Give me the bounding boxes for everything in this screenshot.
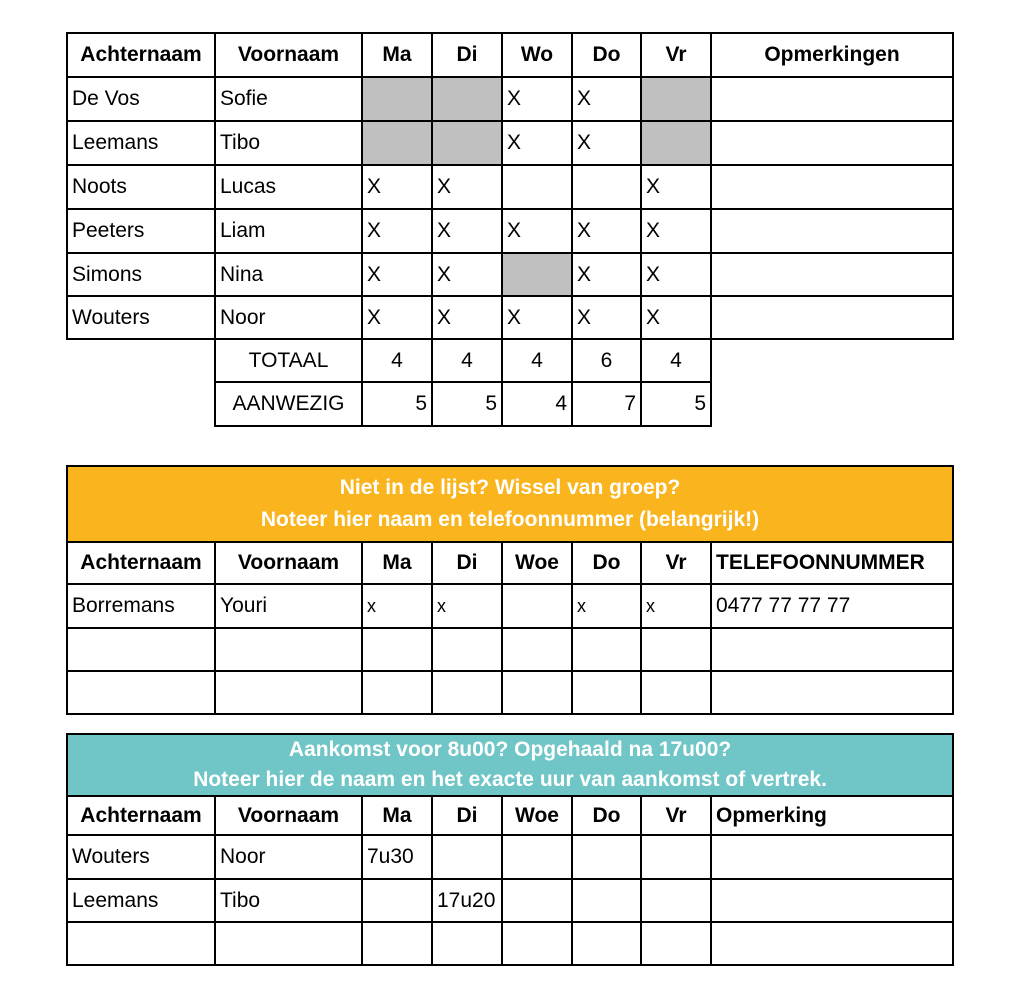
- cell-achternaam[interactable]: Leemans: [67, 879, 215, 922]
- header-woe: Woe: [502, 542, 572, 584]
- blank-cell: [711, 382, 953, 426]
- cell-ma[interactable]: [362, 77, 432, 121]
- cell-ma[interactable]: X: [362, 296, 432, 339]
- cell-di[interactable]: X: [432, 165, 502, 209]
- header-voornaam: Voornaam: [215, 33, 362, 77]
- header-di: Di: [432, 796, 502, 835]
- table-row: [67, 879, 953, 922]
- cell-telefoonnummer[interactable]: [711, 671, 953, 714]
- header-ma: Ma: [362, 33, 432, 77]
- cell-voornaam[interactable]: Liam: [215, 209, 362, 253]
- cell-do[interactable]: [572, 165, 641, 209]
- aanwezig-do: 7: [572, 382, 641, 426]
- cell-voornaam[interactable]: Noor: [215, 296, 362, 339]
- header-achternaam: Achternaam: [67, 33, 215, 77]
- cell-voornaam[interactable]: Noor: [215, 835, 362, 879]
- cell-achternaam[interactable]: Borremans: [67, 584, 215, 628]
- table-row: [67, 253, 953, 296]
- attendance-table: [66, 32, 954, 427]
- cell-vr[interactable]: [641, 835, 711, 879]
- cell-achternaam[interactable]: [67, 922, 215, 965]
- header-telefoonnummer: TELEFOONNUMMER: [711, 542, 953, 584]
- totaal-row: [67, 339, 953, 382]
- header-vr: Vr: [641, 542, 711, 584]
- cell-opmerking[interactable]: [711, 922, 953, 965]
- times-header-row: [67, 796, 953, 835]
- cell-vr[interactable]: [641, 671, 711, 714]
- cell-achternaam[interactable]: Wouters: [67, 296, 215, 339]
- cell-opmerkingen[interactable]: [711, 209, 953, 253]
- cell-ma[interactable]: [362, 922, 432, 965]
- times-banner-line2: Noteer hier de naam en het exacte uur van aankomst of vertrek.: [193, 768, 827, 791]
- cell-vr[interactable]: X: [641, 209, 711, 253]
- table-row: [67, 209, 953, 253]
- table-row: [67, 584, 953, 628]
- header-achternaam: Achternaam: [67, 542, 215, 584]
- cell-ma[interactable]: [362, 121, 432, 165]
- aanwezig-wo: 4: [502, 382, 572, 426]
- cell-di[interactable]: x: [432, 584, 502, 628]
- table-row: [67, 77, 953, 121]
- totaal-do: 6: [572, 339, 641, 382]
- cell-wo[interactable]: X: [502, 296, 572, 339]
- cell-do[interactable]: [572, 879, 641, 922]
- header-wo: Wo: [502, 33, 572, 77]
- cell-opmerkingen[interactable]: [711, 77, 953, 121]
- cell-wo[interactable]: X: [502, 209, 572, 253]
- header-ma: Ma: [362, 542, 432, 584]
- cell-do[interactable]: [572, 835, 641, 879]
- header-vr: Vr: [641, 796, 711, 835]
- cell-opmerkingen[interactable]: [711, 296, 953, 339]
- cell-voornaam[interactable]: Youri: [215, 584, 362, 628]
- cell-ma[interactable]: [362, 879, 432, 922]
- cell-ma[interactable]: X: [362, 209, 432, 253]
- cell-di[interactable]: [432, 628, 502, 671]
- cell-woe[interactable]: [502, 879, 572, 922]
- header-opmerkingen: Opmerkingen: [711, 33, 953, 77]
- cell-woe[interactable]: [502, 835, 572, 879]
- cell-achternaam[interactable]: Simons: [67, 253, 215, 296]
- cell-vr[interactable]: [641, 922, 711, 965]
- cell-di[interactable]: X: [432, 209, 502, 253]
- blank-cell: [711, 339, 953, 382]
- cell-vr[interactable]: X: [641, 165, 711, 209]
- extra-banner-cell: [67, 466, 953, 542]
- cell-achternaam[interactable]: De Vos: [67, 77, 215, 121]
- header-do: Do: [572, 33, 641, 77]
- aanwezig-di: 5: [432, 382, 502, 426]
- cell-vr[interactable]: [641, 77, 711, 121]
- aanwezig-row: [67, 382, 953, 426]
- cell-opmerkingen[interactable]: [711, 121, 953, 165]
- cell-di[interactable]: X: [432, 296, 502, 339]
- cell-vr[interactable]: [641, 628, 711, 671]
- blank-cell: [67, 339, 215, 382]
- cell-opmerking[interactable]: [711, 879, 953, 922]
- cell-voornaam[interactable]: [215, 628, 362, 671]
- header-woe: Woe: [502, 796, 572, 835]
- cell-do[interactable]: [572, 671, 641, 714]
- cell-achternaam[interactable]: Wouters: [67, 835, 215, 879]
- cell-telefoonnummer[interactable]: 0477 77 77 77: [711, 584, 953, 628]
- attendance-header-row: [67, 33, 953, 77]
- cell-voornaam[interactable]: Nina: [215, 253, 362, 296]
- cell-achternaam[interactable]: Peeters: [67, 209, 215, 253]
- cell-vr[interactable]: X: [641, 253, 711, 296]
- extra-banner-line2: Noteer hier naam en telefoonnummer (belangrijk!): [260, 508, 760, 531]
- cell-di[interactable]: [432, 671, 502, 714]
- cell-ma[interactable]: x: [362, 584, 432, 628]
- extra-banner-line1: Niet in de lijst? Wissel van groep?: [339, 476, 681, 499]
- header-voornaam: Voornaam: [215, 796, 362, 835]
- cell-di[interactable]: [432, 77, 502, 121]
- cell-achternaam[interactable]: Noots: [67, 165, 215, 209]
- cell-do[interactable]: X: [572, 77, 641, 121]
- cell-voornaam[interactable]: Lucas: [215, 165, 362, 209]
- cell-wo[interactable]: X: [502, 77, 572, 121]
- cell-vr[interactable]: X: [641, 296, 711, 339]
- header-voornaam: Voornaam: [215, 542, 362, 584]
- arrival-times-table: [66, 733, 954, 966]
- table-row: [67, 296, 953, 339]
- cell-ma[interactable]: [362, 628, 432, 671]
- cell-di[interactable]: [432, 922, 502, 965]
- cell-achternaam[interactable]: [67, 628, 215, 671]
- header-vr: Vr: [641, 33, 711, 77]
- table-row: [67, 835, 953, 879]
- cell-wo[interactable]: [502, 253, 572, 296]
- cell-woe[interactable]: [502, 671, 572, 714]
- aanwezig-label: AANWEZIG: [215, 382, 362, 426]
- extra-children-table: [66, 465, 954, 715]
- totaal-ma: 4: [362, 339, 432, 382]
- cell-voornaam[interactable]: Sofie: [215, 77, 362, 121]
- cell-di[interactable]: [432, 835, 502, 879]
- cell-woe[interactable]: [502, 584, 572, 628]
- blank-cell: [67, 382, 215, 426]
- cell-opmerkingen[interactable]: [711, 165, 953, 209]
- table-row: [67, 628, 953, 671]
- cell-opmerking[interactable]: [711, 835, 953, 879]
- extra-header-row: [67, 542, 953, 584]
- cell-woe[interactable]: [502, 922, 572, 965]
- header-di: Di: [432, 33, 502, 77]
- cell-do[interactable]: X: [572, 253, 641, 296]
- cell-voornaam[interactable]: Tibo: [215, 121, 362, 165]
- cell-vr[interactable]: x: [641, 584, 711, 628]
- cell-di[interactable]: 17u20: [432, 879, 502, 922]
- cell-achternaam[interactable]: Leemans: [67, 121, 215, 165]
- times-banner-cell: [67, 734, 953, 796]
- totaal-label: TOTAAL: [215, 339, 362, 382]
- cell-achternaam[interactable]: [67, 671, 215, 714]
- cell-vr[interactable]: [641, 879, 711, 922]
- table-row: [67, 671, 953, 714]
- cell-ma[interactable]: X: [362, 165, 432, 209]
- cell-voornaam[interactable]: [215, 922, 362, 965]
- totaal-di: 4: [432, 339, 502, 382]
- header-ma: Ma: [362, 796, 432, 835]
- cell-telefoonnummer[interactable]: [711, 628, 953, 671]
- aanwezig-vr: 5: [641, 382, 711, 426]
- cell-vr[interactable]: [641, 121, 711, 165]
- cell-voornaam[interactable]: Tibo: [215, 879, 362, 922]
- cell-do[interactable]: X: [572, 121, 641, 165]
- totaal-vr: 4: [641, 339, 711, 382]
- cell-do[interactable]: X: [572, 296, 641, 339]
- times-banner: [67, 734, 953, 796]
- cell-wo[interactable]: [502, 165, 572, 209]
- aanwezig-ma: 5: [362, 382, 432, 426]
- cell-woe[interactable]: [502, 628, 572, 671]
- table-row: [67, 121, 953, 165]
- cell-ma[interactable]: [362, 671, 432, 714]
- cell-voornaam[interactable]: [215, 671, 362, 714]
- totaal-wo: 4: [502, 339, 572, 382]
- header-achternaam: Achternaam: [67, 796, 215, 835]
- cell-opmerkingen[interactable]: [711, 253, 953, 296]
- cell-ma[interactable]: 7u30: [362, 835, 432, 879]
- table-row: [67, 922, 953, 965]
- cell-di[interactable]: X: [432, 253, 502, 296]
- cell-do[interactable]: [572, 628, 641, 671]
- table-row: [67, 165, 953, 209]
- header-opmerking: Opmerking: [711, 796, 953, 835]
- cell-ma[interactable]: X: [362, 253, 432, 296]
- cell-do[interactable]: x: [572, 584, 641, 628]
- times-banner-line1: Aankomst voor 8u00? Opgehaald na 17u00?: [288, 738, 732, 761]
- header-di: Di: [432, 542, 502, 584]
- cell-do[interactable]: X: [572, 209, 641, 253]
- cell-di[interactable]: [432, 121, 502, 165]
- header-do: Do: [572, 542, 641, 584]
- cell-wo[interactable]: X: [502, 121, 572, 165]
- header-do: Do: [572, 796, 641, 835]
- extra-banner: [67, 466, 953, 542]
- cell-do[interactable]: [572, 922, 641, 965]
